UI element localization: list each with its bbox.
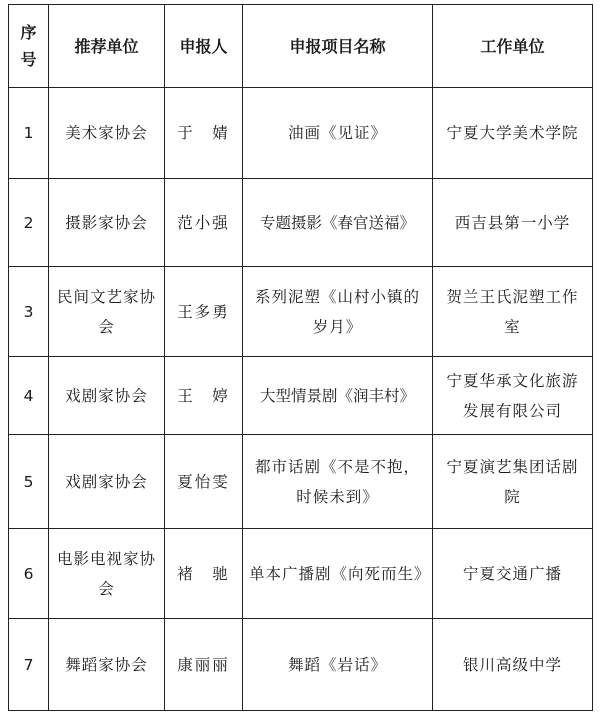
recommendation-table [8, 4, 593, 711]
cell-unit: 民间文艺家协会 [49, 267, 165, 357]
cell-project: 都市话剧《不是不抱，时候未到》 [243, 435, 433, 529]
cell-workplace: 西吉县第一小学 [433, 179, 593, 267]
cell-no: 4 [9, 357, 49, 435]
table-row [9, 619, 593, 711]
cell-workplace: 贺兰王氏泥塑工作室 [433, 267, 593, 357]
header-project: 申报项目名称 [243, 5, 433, 88]
table-row [9, 179, 593, 267]
cell-unit: 电影电视家协会 [49, 529, 165, 619]
table-row [9, 88, 593, 179]
cell-workplace: 银川高级中学 [433, 619, 593, 711]
cell-person: 夏怡雯 [165, 435, 243, 529]
cell-unit: 戏剧家协会 [49, 435, 165, 529]
header-unit: 推荐单位 [49, 5, 165, 88]
cell-unit: 摄影家协会 [49, 179, 165, 267]
cell-workplace: 宁夏大学美术学院 [433, 88, 593, 179]
cell-no: 2 [9, 179, 49, 267]
cell-unit: 美术家协会 [49, 88, 165, 179]
cell-project: 油画《见证》 [243, 88, 433, 179]
header-seq: 序号 [9, 5, 49, 88]
cell-project: 大型情景剧《润丰村》 [243, 357, 433, 435]
table-row [9, 529, 593, 619]
cell-workplace: 宁夏演艺集团话剧院 [433, 435, 593, 529]
cell-project: 系列泥塑《山村小镇的岁月》 [243, 267, 433, 357]
cell-project: 单本广播剧《向死而生》 [243, 529, 433, 619]
cell-no: 5 [9, 435, 49, 529]
cell-person: 康丽丽 [165, 619, 243, 711]
cell-person: 于 婧 [165, 88, 243, 179]
cell-unit: 戏剧家协会 [49, 357, 165, 435]
table-row [9, 357, 593, 435]
cell-no: 6 [9, 529, 49, 619]
table-row [9, 435, 593, 529]
cell-no: 7 [9, 619, 49, 711]
cell-unit: 舞蹈家协会 [49, 619, 165, 711]
cell-workplace: 宁夏华承文化旅游发展有限公司 [433, 357, 593, 435]
cell-person: 褚 驰 [165, 529, 243, 619]
cell-no: 3 [9, 267, 49, 357]
cell-person: 范小强 [165, 179, 243, 267]
cell-person: 王多勇 [165, 267, 243, 357]
table-header-row [9, 5, 593, 88]
cell-workplace: 宁夏交通广播 [433, 529, 593, 619]
cell-no: 1 [9, 88, 49, 179]
header-person: 申报人 [165, 5, 243, 88]
table-row [9, 267, 593, 357]
cell-project: 专题摄影《春官送福》 [243, 179, 433, 267]
cell-person: 王 婷 [165, 357, 243, 435]
cell-project: 舞蹈《岩话》 [243, 619, 433, 711]
header-workplace: 工作单位 [433, 5, 593, 88]
